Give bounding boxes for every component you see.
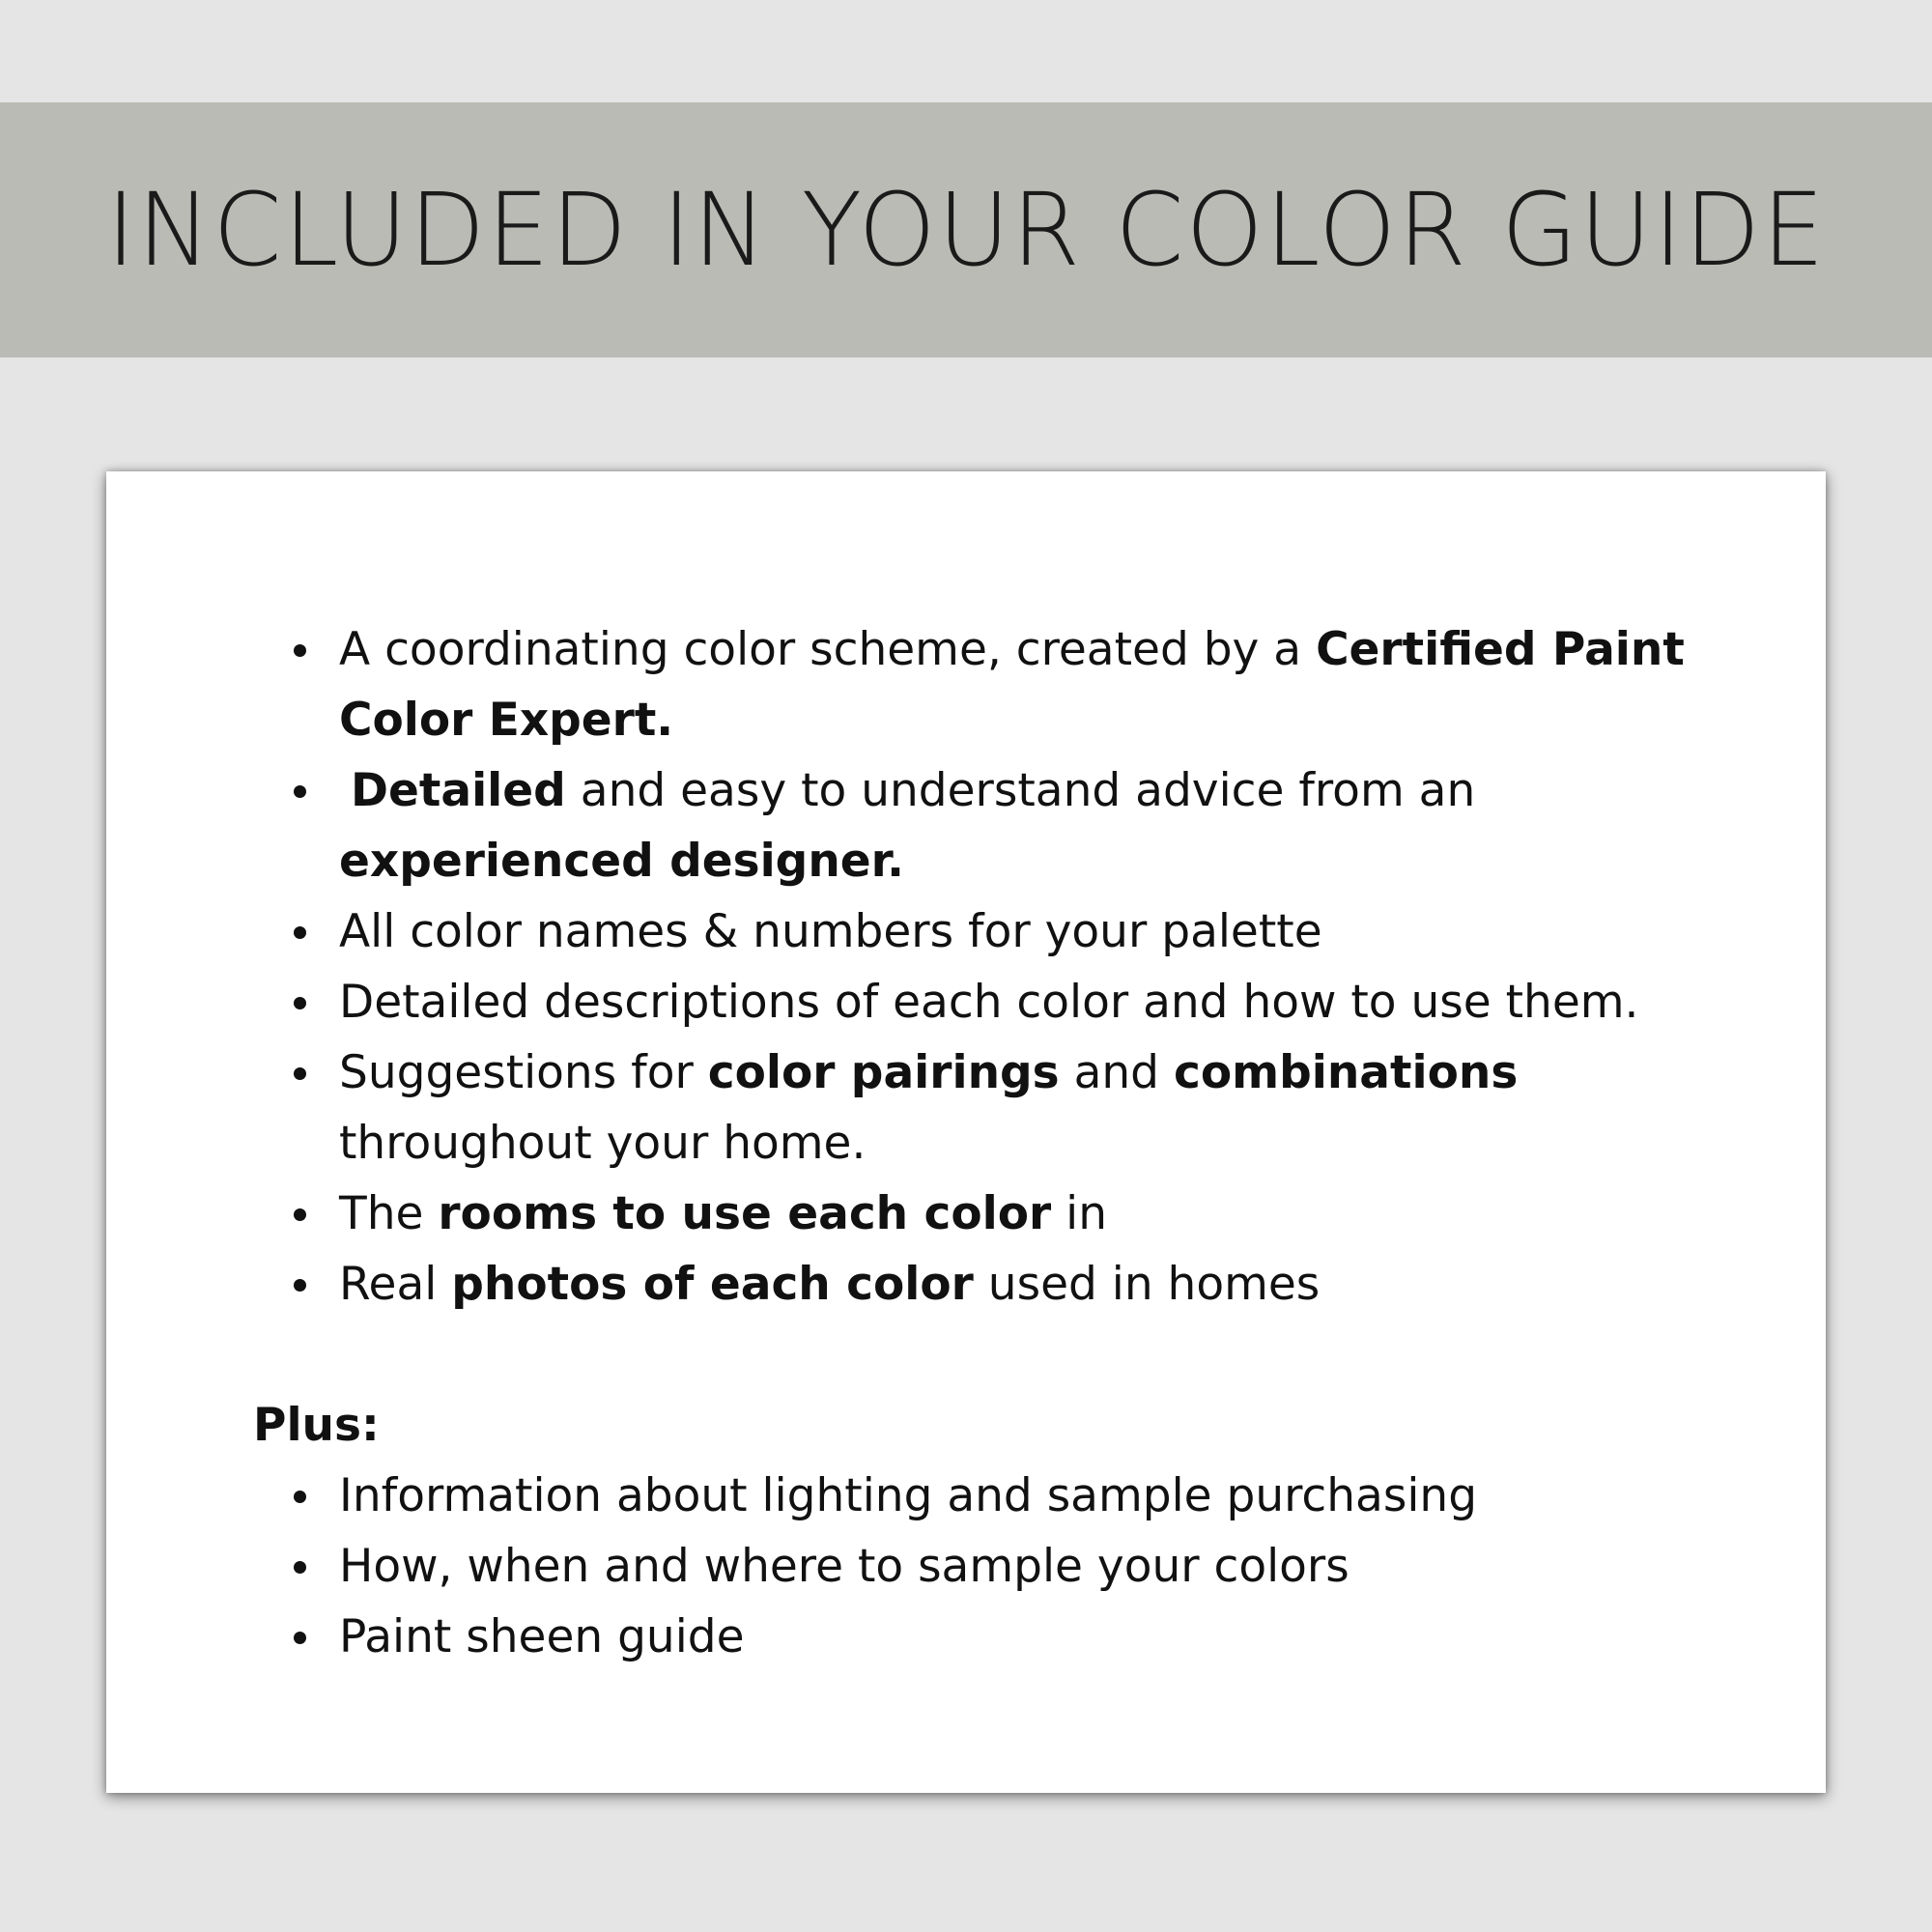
bold-text: photos of each color bbox=[451, 1258, 974, 1311]
list-item: Detailed and easy to understand advice from an experienced designer. bbox=[253, 755, 1702, 896]
bold-text: Detailed bbox=[351, 764, 566, 817]
plus-items-list bbox=[253, 1461, 1702, 1672]
card-content bbox=[253, 614, 1702, 1672]
included-items-list bbox=[253, 614, 1702, 1320]
list-item: Information about lighting and sample purchasing bbox=[253, 1461, 1702, 1531]
list-item: Suggestions for color pairings and combinations throughout your home. bbox=[253, 1037, 1702, 1179]
list-item: Real photos of each color used in homes bbox=[253, 1249, 1702, 1320]
bold-text: Certified Paint Color Expert. bbox=[339, 623, 1685, 747]
bold-text: rooms to use each color bbox=[438, 1187, 1052, 1240]
plus-heading: Plus: bbox=[253, 1399, 380, 1452]
list-item: Paint sheen guide bbox=[253, 1602, 1702, 1672]
list-item: All color names & numbers for your palette bbox=[253, 896, 1702, 967]
header-banner bbox=[0, 102, 1932, 357]
page-title: INCLUDED IN YOUR COLOR GUIDE bbox=[105, 171, 1827, 289]
list-item: Detailed descriptions of each color and how to use them. bbox=[253, 967, 1702, 1037]
content-card bbox=[106, 471, 1826, 1793]
list-item: The rooms to use each color in bbox=[253, 1179, 1702, 1249]
bold-text: color pairings bbox=[707, 1046, 1060, 1099]
list-item: A coordinating color scheme, created by a Certified Paint Color Expert. bbox=[253, 614, 1702, 755]
bold-text: experienced designer. bbox=[339, 835, 904, 888]
bold-text: combinations bbox=[1173, 1046, 1519, 1099]
list-item: How, when and where to sample your colors bbox=[253, 1531, 1702, 1602]
